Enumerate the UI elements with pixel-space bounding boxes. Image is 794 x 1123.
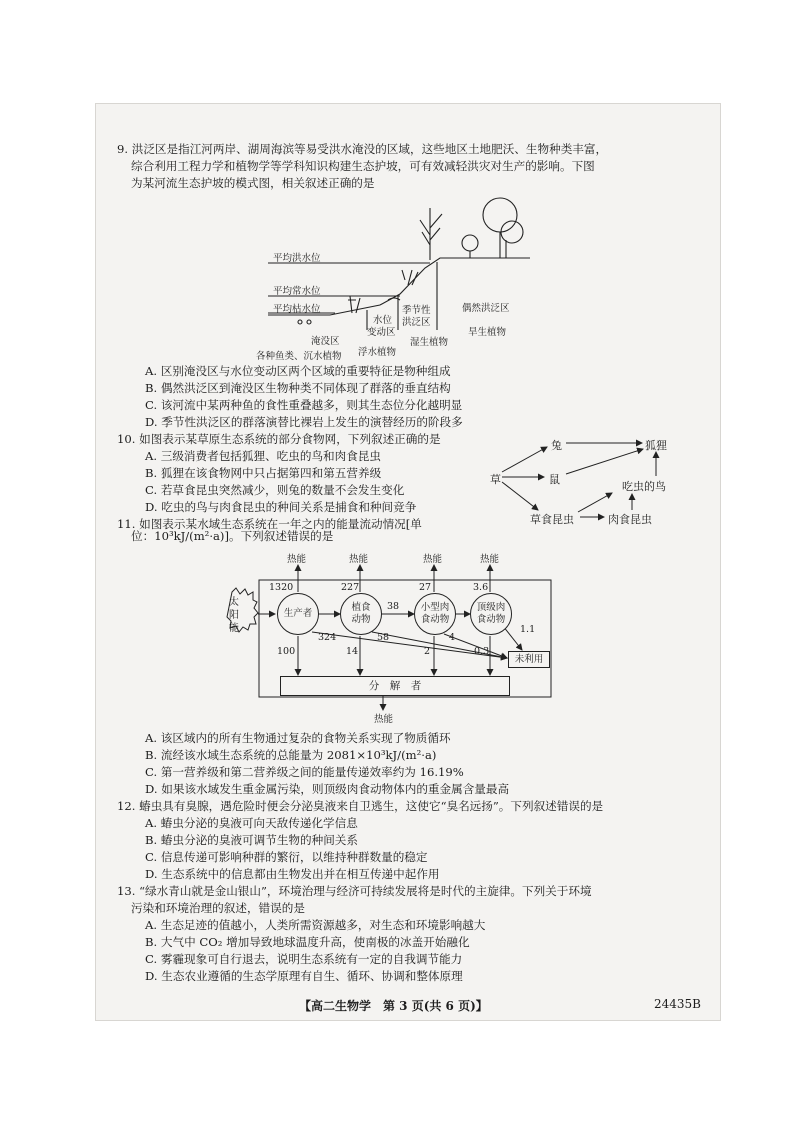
q12-stem: 12. 蝽虫具有臭腺，遇危险时便会分泌臭液来自卫逃生，这使它“臭名远扬”。下列叙述错误的是 <box>117 799 604 813</box>
heat-label-3: 热能 <box>423 554 443 565</box>
node-herb-insect: 草食昆虫 <box>530 513 574 526</box>
heat-label-4: 热能 <box>480 554 500 565</box>
heat-label-decomposer: 热能 <box>374 714 394 725</box>
value-t-unused: 1.1 <box>520 624 536 635</box>
value-s-unused: 4 <box>449 632 456 643</box>
label-submerged-zone: 淹没区 <box>311 336 340 347</box>
value-h-heat: 227 <box>341 582 360 593</box>
decomposer-box: 分 解 者 <box>280 676 510 696</box>
label-avg-dry: 平均枯水位 <box>273 304 321 315</box>
q9-option-c: C. 该河流中某两种鱼的食性重叠越多，则其生态位分化越明显 <box>145 398 463 412</box>
q13-option-a: A. 生态足迹的值越小，人类所需资源越多，对生态和环境影响越大 <box>145 918 486 932</box>
q13-stem-line1: 13. “绿水青山就是金山银山”，环境治理与经济可持续发展将是时代的主旋律。下列关于环境 <box>117 884 592 898</box>
q13-option-c: C. 雾霾现象可自行退去，说明生态系统有一定的自我调节能力 <box>145 952 463 966</box>
q12-option-c: C. 信息传递可影响种群的繁衍，以维持种群数量的稳定 <box>145 850 428 864</box>
label-drought-plants: 旱生植物 <box>468 327 507 338</box>
heat-label-1: 热能 <box>287 554 307 565</box>
q9-option-a: A. 区别淹没区与水位变动区两个区域的重要特征是物种组成 <box>145 364 451 378</box>
q9-stem-line2: 综合利用工程力学和植物学等学科知识构建生态护坡，可有效减轻洪灾对生产的影响。下图 <box>131 159 595 173</box>
value-h-unused: 58 <box>377 632 390 643</box>
q9-stem-line1: 9. 洪泛区是指江河两岸、湖周海滨等易受洪水淹没的区域，这些地区土地肥沃、生物种类丰富， <box>117 142 608 156</box>
label-avg-normal: 平均常水位 <box>273 286 321 297</box>
page-footer-code: 24435B <box>654 997 701 1011</box>
value-s-heat: 27 <box>419 582 432 593</box>
value-s-dec: 2 <box>424 646 431 657</box>
q12-option-a: A. 蝽虫分泌的臭液可向天敌传递化学信息 <box>145 816 358 830</box>
value-p-dec: 100 <box>277 646 296 657</box>
label-wet-plants: 湿生植物 <box>410 337 449 348</box>
node-producer: 生产者 <box>277 593 319 635</box>
q10-option-c: C. 若草食昆虫突然减少，则兔的数量不会发生变化 <box>145 483 405 497</box>
q11-stem-line1: 11. 如图表示某水域生态系统在一年之内的能量流动情况[单 <box>117 517 422 531</box>
label-floating: 浮水植物 <box>358 347 397 358</box>
label-water-zone: 水位 <box>373 315 393 326</box>
q12-option-d: D. 生态系统中的信息都由生物发出并在相互传递中起作用 <box>145 867 440 881</box>
label-change-zone: 变动区 <box>367 327 396 338</box>
unused-box: 未利用 <box>508 651 550 668</box>
node-bird: 吃虫的鸟 <box>622 480 666 493</box>
value-h-to-s: 38 <box>387 601 400 612</box>
node-small-carnivore: 小型肉 食动物 <box>414 593 456 635</box>
q13-option-d: D. 生态农业遵循的生态学原理有自生、循环、协调和整体原理 <box>145 969 463 983</box>
q9-option-d: D. 季节性洪泛区的群落演替比裸岩上发生的演替经历的阶段多 <box>145 415 463 429</box>
q13-stem-line2: 污染和环境治理的叙述，错误的是 <box>131 901 305 915</box>
q10-option-d: D. 吃虫的鸟与肉食昆虫的种间关系是捕食和种间竞争 <box>145 500 417 514</box>
q10-stem: 10. 如图表示某草原生态系统的部分食物网，下列叙述正确的是 <box>117 432 441 446</box>
sun-label: 太 阳 能 <box>229 597 239 634</box>
q9-option-b: B. 偶然洪泛区到淹没区生物种类不同体现了群落的垂直结构 <box>145 381 451 395</box>
label-avg-flood: 平均洪水位 <box>273 253 321 264</box>
node-fox: 狐狸 <box>645 439 667 452</box>
q11-stem-line2: 位：10³kJ/(m²·a)]。下列叙述错误的是 <box>131 529 334 543</box>
value-t-dec: 0.3 <box>474 646 490 657</box>
node-carn-insect: 肉食昆虫 <box>608 513 652 526</box>
heat-label-2: 热能 <box>349 554 369 565</box>
page-footer-title: 【高二生物学 第 3 页(共 6 页)】 <box>299 999 488 1013</box>
q11-option-a: A. 该区域内的所有生物通过复杂的食物关系实现了物质循环 <box>145 731 451 745</box>
q13-option-b: B. 大气中 CO₂ 增加导致地球温度升高，使南极的冰盖开始融化 <box>145 935 470 949</box>
value-h-dec: 14 <box>346 646 359 657</box>
label-occasional-zone: 偶然洪泛区 <box>462 303 510 314</box>
q11-option-c: C. 第一营养级和第二营养级之间的能量传递效率约为 16.19% <box>145 765 464 779</box>
q12-option-b: B. 蝽虫分泌的臭液可调节生物的种间关系 <box>145 833 358 847</box>
node-top-carnivore: 顶级肉 食动物 <box>470 593 512 635</box>
value-p-heat: 1320 <box>269 582 294 593</box>
q11-option-d: D. 如果该水域发生重金属污染，则顶级肉食动物体内的重金属含量最高 <box>145 782 510 796</box>
q10-option-b: B. 狐狸在该食物网中只占据第四和第五营养级 <box>145 466 382 480</box>
q9-stem-line3: 为某河流生态护坡的模式图，相关叙述正确的是 <box>131 176 375 190</box>
q11-option-b: B. 流经该水域生态系统的总能量为 2081×10³kJ/(m²·a) <box>145 748 437 762</box>
value-t-heat: 3.6 <box>473 582 489 593</box>
value-p-unused: 324 <box>318 632 337 643</box>
label-flood-zone: 洪泛区 <box>402 317 431 328</box>
label-fish: 各种鱼类、沉水植物 <box>256 351 342 362</box>
node-rabbit: 兔 <box>551 439 562 452</box>
label-seasonal: 季节性 <box>402 305 431 316</box>
node-grass: 草 <box>490 473 501 486</box>
q10-option-a: A. 三级消费者包括狐狸、吃虫的鸟和肉食昆虫 <box>145 449 382 463</box>
node-herbivore: 植食 动物 <box>340 593 382 635</box>
node-mouse: 鼠 <box>549 473 560 486</box>
